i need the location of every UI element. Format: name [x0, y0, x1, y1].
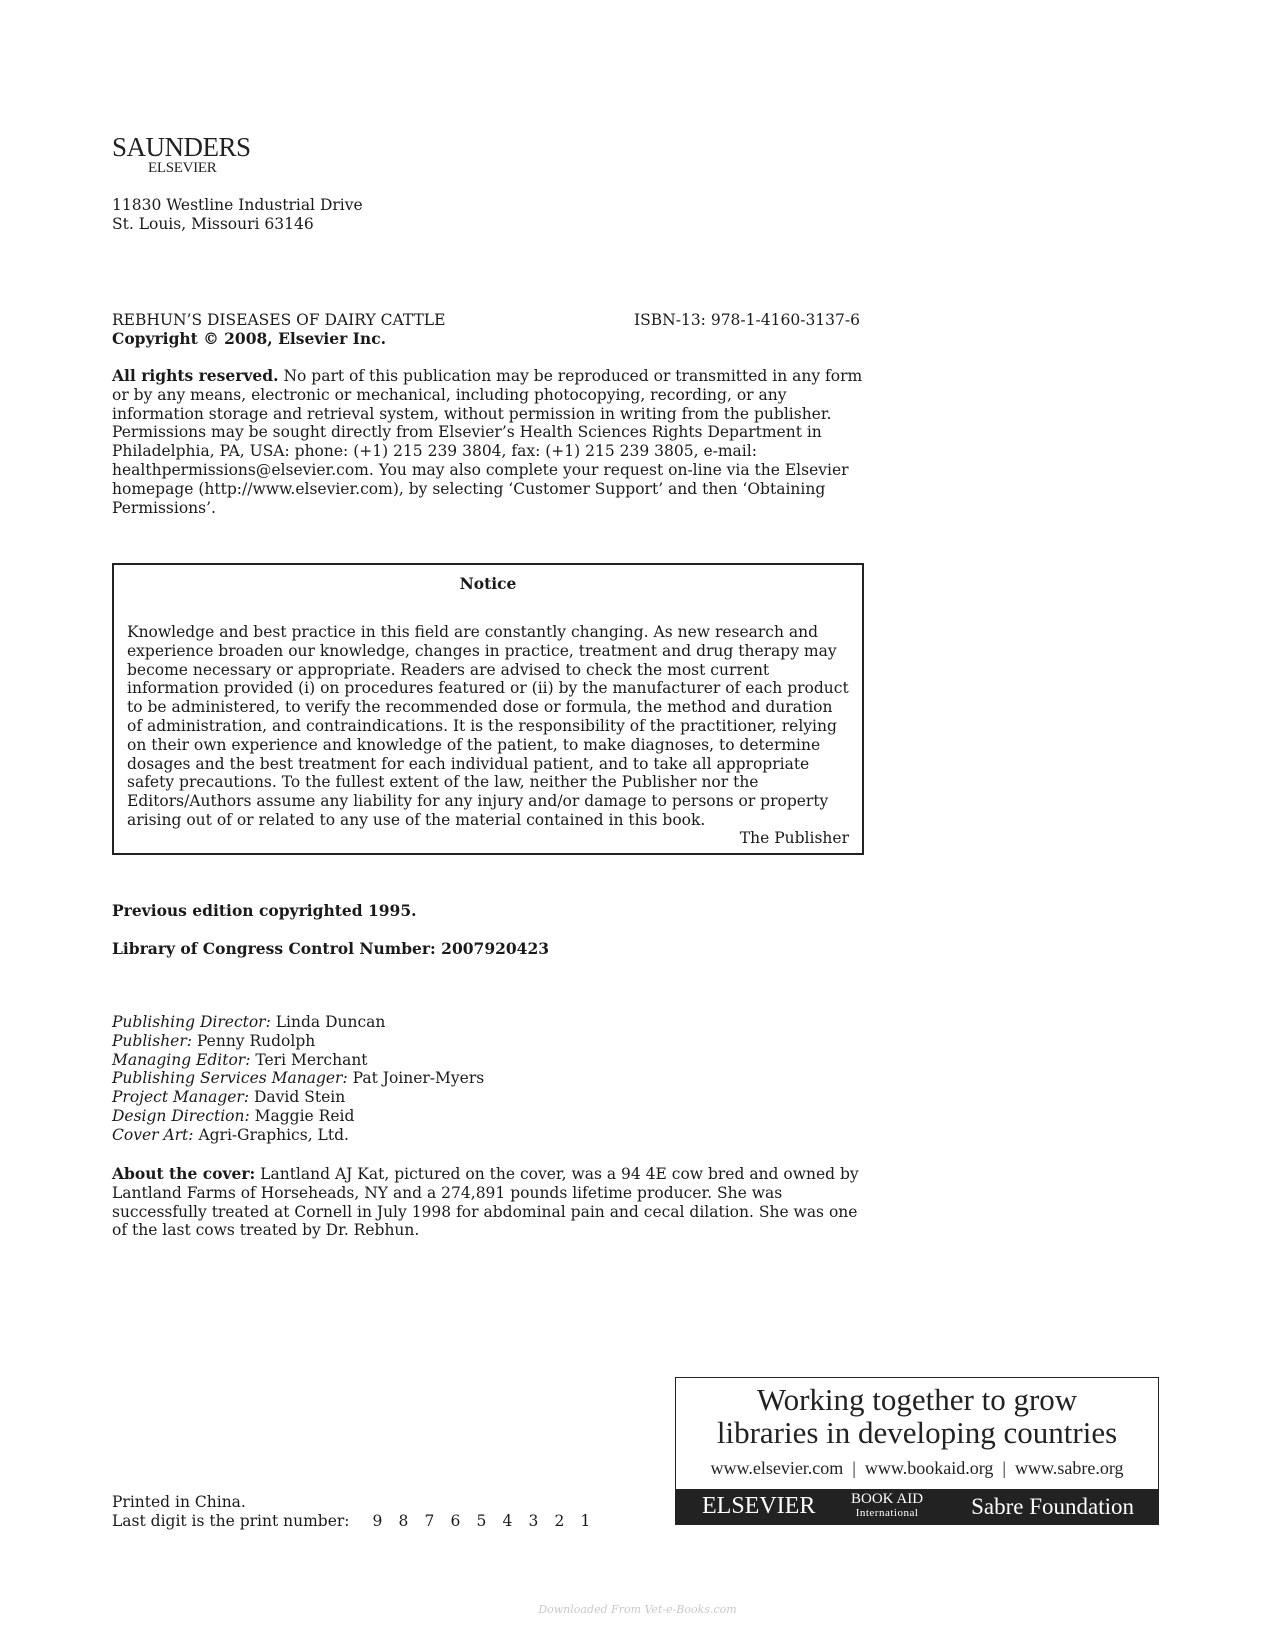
print-digit: 4: [502, 1511, 513, 1530]
credit-name: Agri-Graphics, Ltd.: [193, 1125, 349, 1144]
book-title: REBHUN’S DISEASES OF DAIRY CATTLE: [112, 311, 446, 329]
credit-role: Managing Editor:: [112, 1050, 251, 1069]
print-digit: 2: [554, 1511, 565, 1530]
address-line: St. Louis, Missouri 63146: [112, 214, 314, 233]
credit-line: [112, 1051, 484, 1070]
credit-line: [112, 1088, 484, 1107]
credit-name: Teri Merchant: [250, 1050, 368, 1069]
credit-role: Publisher:: [112, 1031, 192, 1050]
book-aid-logo-bottom: International: [855, 1507, 919, 1519]
print-digit: 5: [476, 1511, 487, 1530]
credit-line: [112, 1013, 484, 1032]
printed-in: Printed in China.: [112, 1493, 246, 1511]
credit-role: Publishing Director:: [112, 1013, 271, 1031]
print-digit: 9: [372, 1511, 383, 1530]
lccn: Library of Congress Control Number: 2007920423: [112, 939, 550, 958]
copyright: Copyright © 2008, Elsevier Inc.: [112, 328, 387, 348]
advert-url: www.bookaid.org: [864, 1458, 994, 1478]
rights-text: No part of this publication may be reproduced or transmitted in any form or by any means, electronic or mechanical, including photocopying, recording, or any information storage and retrieval system, without permission in writing from the publisher.: [112, 367, 863, 423]
print-digit: 3: [528, 1511, 539, 1530]
credit-role: Cover Art:: [112, 1125, 194, 1144]
credit-line: [112, 1032, 484, 1051]
print-digit: 6: [450, 1511, 461, 1530]
notice-body: Knowledge and best practice in this field are constantly changing. As new research and experience broaden our knowledge, changes in practice, treatment and drug therapy may become necessary or appropriate. Readers are advised to check the most current information provided (i) on procedures featured or (ii) by the manufacturer of each product to be administered, to verify the recommended dose or formula, the method and duration of administration, and contraindications. It is the responsibility of the practitioner, relying on their own experience and knowledge of the patient, to make diagnoses, to determine dosages and the best treatment for each individual patient, and to take all appropriate safety precautions. To the fullest extent of the law, neither the Publisher nor the Editors/Authors assume any liability for any injury and/or damage to persons or property arising out of or related to any use of the material contained in this book.: [127, 623, 849, 829]
print-number-label: Last digit is the print number:: [112, 1511, 350, 1530]
advert-logo-bar: [676, 1489, 1158, 1524]
book-aid-logo-top: BOOK AID: [851, 1491, 924, 1507]
credit-name: Penny Rudolph: [192, 1031, 316, 1050]
previous-edition: Previous edition copyrighted 1995.: [112, 901, 417, 920]
credit-line: [112, 1126, 484, 1145]
credit-name: Pat Joiner-Myers: [347, 1069, 485, 1088]
credit-name: Linda Duncan: [270, 1013, 386, 1031]
rights-statement: [112, 367, 864, 517]
url-separator: |: [852, 1458, 856, 1478]
advert-url: www.sabre.org: [1015, 1458, 1124, 1478]
publisher-logo-sub: ELSEVIER: [148, 160, 217, 176]
book-info: [112, 311, 860, 349]
advert-line1: Working together to grow: [756, 1382, 1078, 1417]
advert-line2: libraries in developing countries: [716, 1415, 1118, 1450]
rights-lead: All rights reserved.: [112, 366, 279, 385]
elsevier-logo: ELSEVIER: [702, 1493, 816, 1519]
about-cover-text: Lantland AJ Kat, pictured on the cover, was a 94 4E cow bred and owned by Lantland Farms of Horseheads, NY and a 274,891 pounds lifetime producer. She was successfully treated at Cornell in July 1998 for abdominal pain and cecal dilation. She was one of the last cows treated by Dr. Rebhun.: [112, 1165, 859, 1240]
book-aid-logo: [851, 1492, 923, 1520]
book-aid-advert: [675, 1377, 1159, 1525]
credit-role: Publishing Services Manager:: [112, 1069, 348, 1088]
credit-role: Design Direction:: [112, 1106, 250, 1125]
advert-url: www.elsevier.com: [710, 1458, 844, 1478]
isbn: ISBN-13: 978-1-4160-3137-6: [634, 311, 860, 329]
printing-info: [112, 1493, 606, 1531]
download-watermark: Downloaded From Vet-e-Books.com: [538, 1603, 737, 1616]
sabre-foundation-logo: Sabre Foundation: [971, 1494, 1134, 1519]
notice-box: [112, 563, 864, 855]
publisher-logo-name: SAUNDERS: [112, 132, 251, 162]
credit-name: Maggie Reid: [249, 1106, 355, 1125]
print-digit: 7: [424, 1511, 435, 1530]
advert-urls: [676, 1458, 1158, 1479]
permissions-paragraph: Permissions may be sought directly from Elsevier’s Health Sciences Rights Department in Philadelphia, PA, USA: phone: (+1) 215 239 3804, fax: (+1) 215 239 3805, e-mail: healthpermissions@elsevier.com. You may also complete your request on-line via the Elsevier homepage (http://www.elsevier.com), by selecting ‘Customer Support’ and then ‘Obtaining Permissions’.: [112, 423, 849, 517]
print-digits: [372, 1512, 606, 1530]
credit-name: David Stein: [249, 1088, 346, 1107]
print-digit: 1: [580, 1511, 591, 1530]
credit-role: Project Manager:: [112, 1088, 250, 1107]
notice-title: Notice: [459, 574, 517, 593]
print-number-line: [112, 1512, 606, 1531]
about-cover-lead: About the cover:: [112, 1164, 256, 1183]
about-cover: [112, 1165, 872, 1240]
credit-line: [112, 1107, 484, 1126]
notice-signature: The Publisher: [739, 829, 849, 847]
publisher-address: [112, 196, 363, 234]
print-digit: 8: [398, 1511, 409, 1530]
url-separator: |: [1002, 1458, 1007, 1478]
rights-paragraph: [112, 367, 864, 423]
address-line: 11830 Westline Industrial Drive: [112, 196, 363, 214]
credit-line: [112, 1069, 484, 1088]
credits-list: [112, 1013, 484, 1145]
